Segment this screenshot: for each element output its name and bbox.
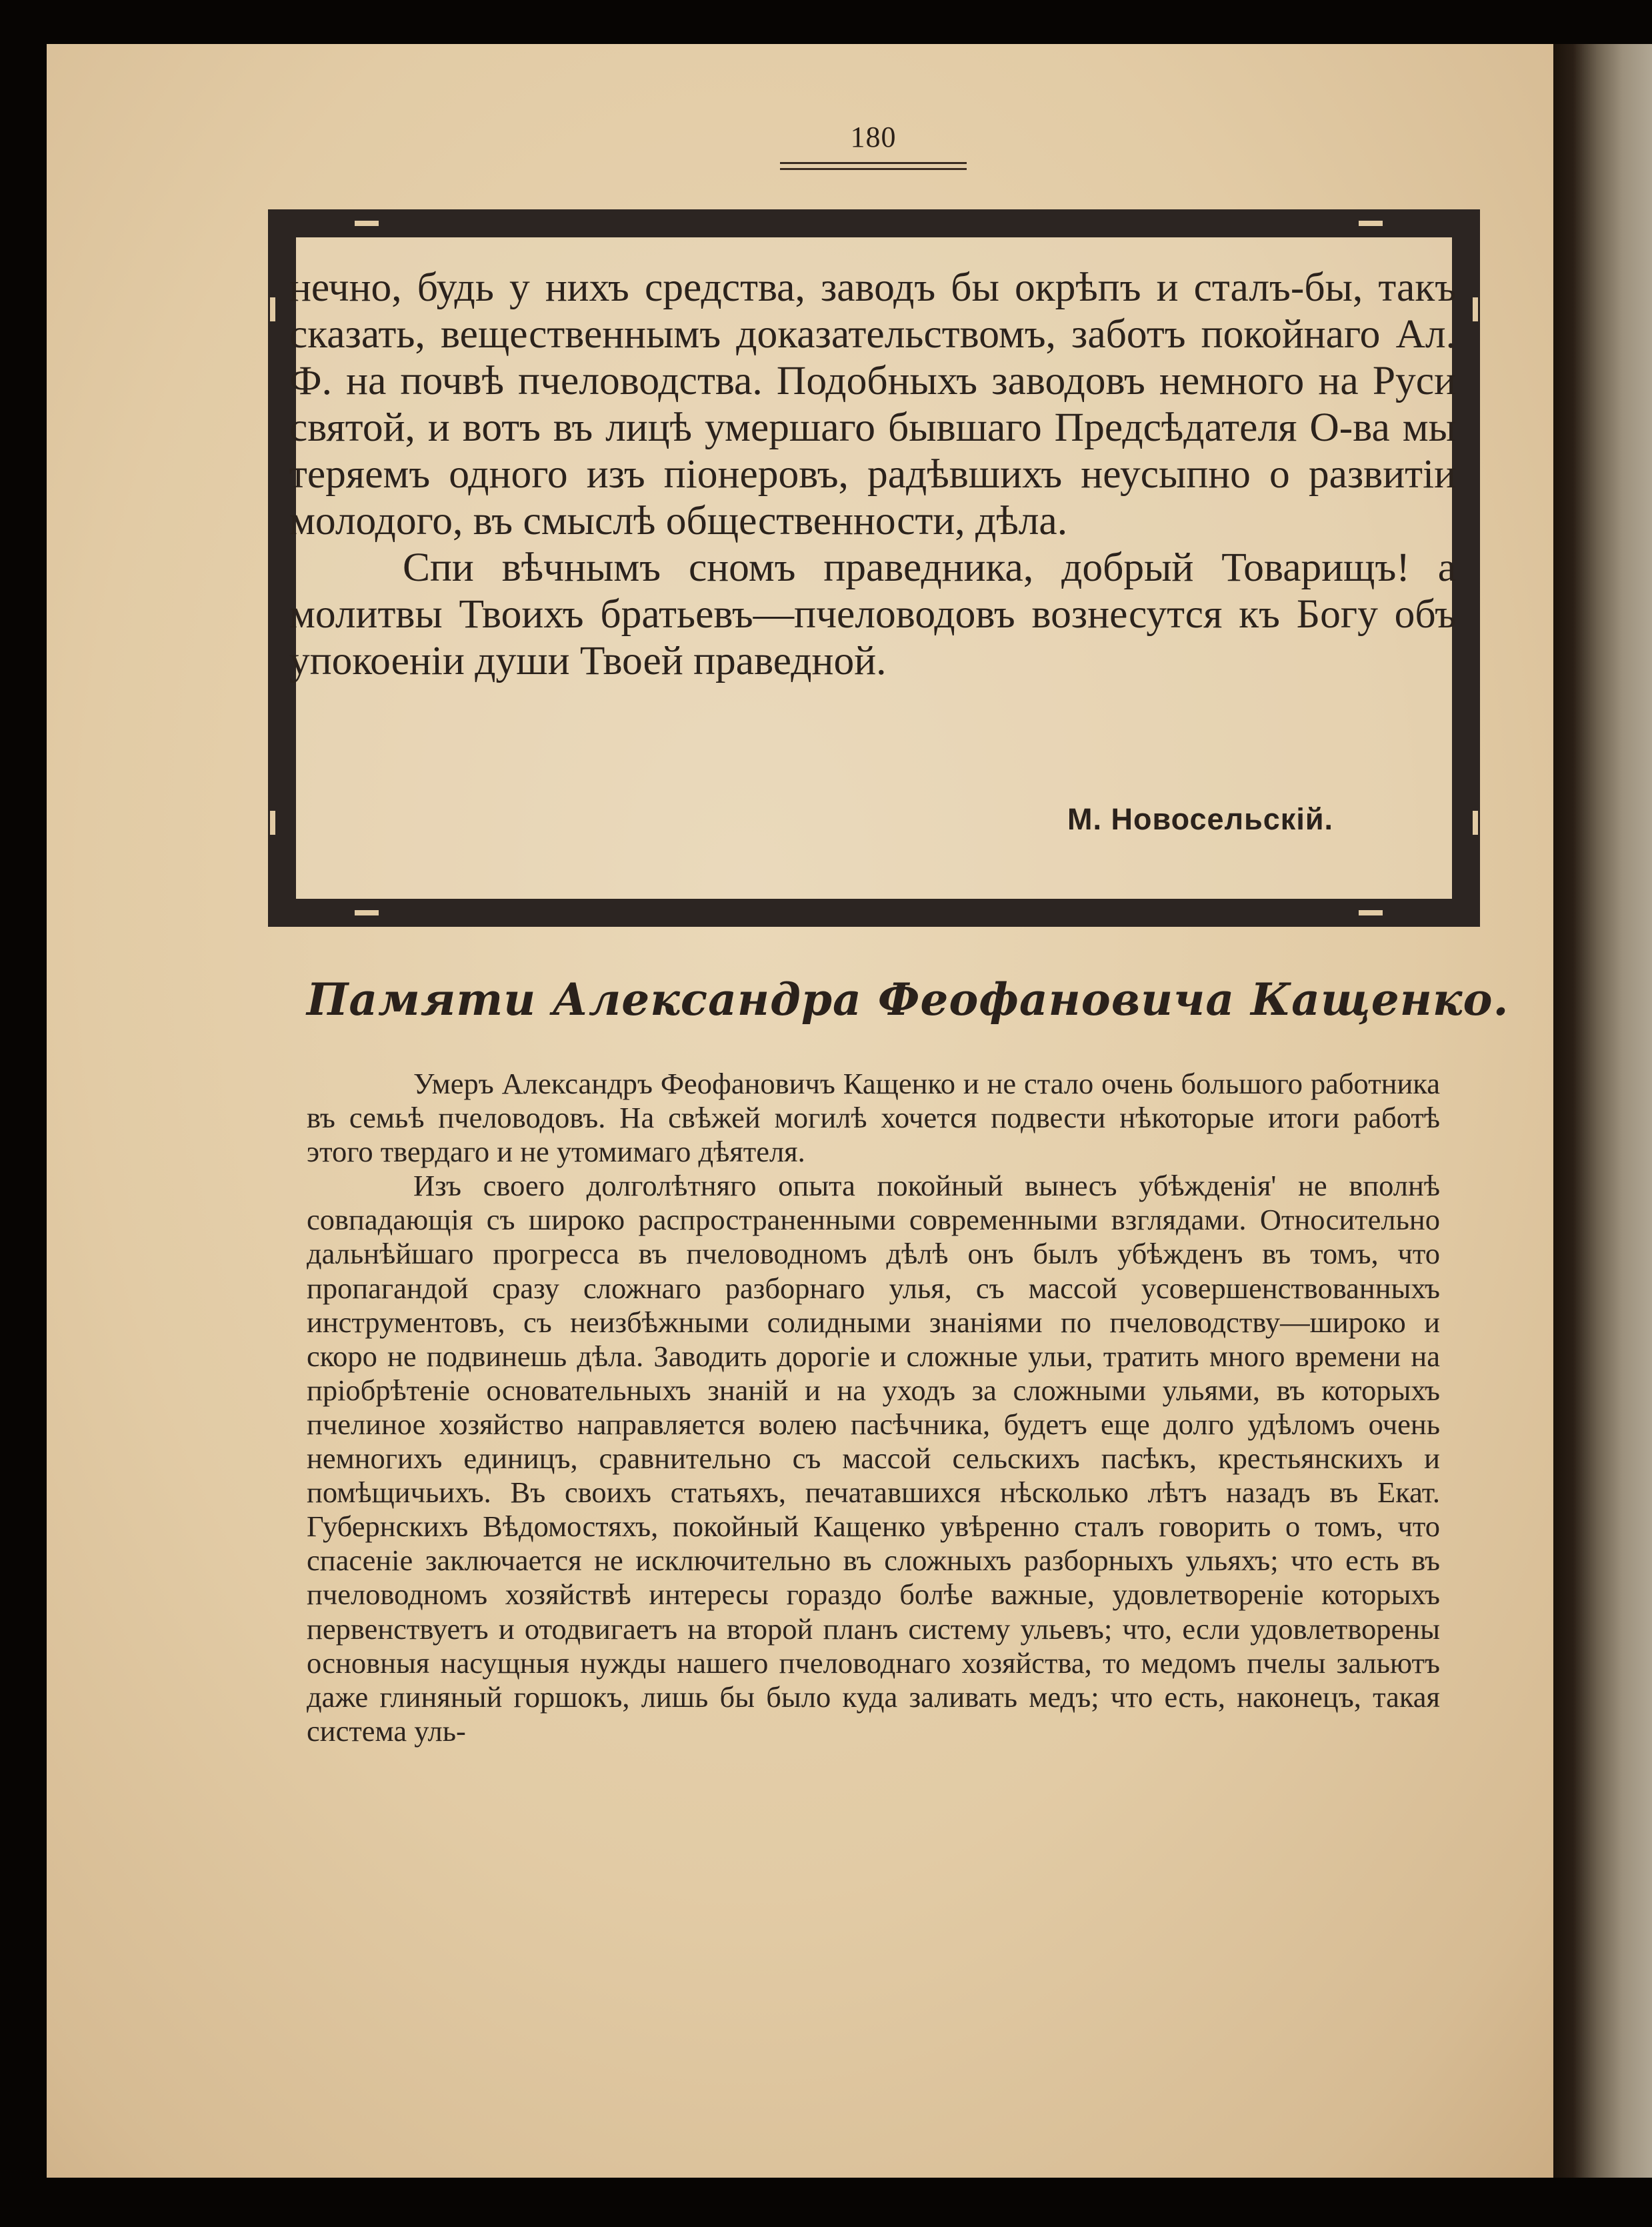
frame-notch (270, 811, 275, 835)
header-rule (780, 162, 967, 164)
frame-notch (355, 910, 379, 915)
memorial-text (289, 264, 1456, 684)
frame-notch (270, 297, 275, 321)
frame-notch (1359, 221, 1383, 226)
header-rule (780, 168, 967, 170)
article-paragraph: Умеръ Александръ Феофановичъ Кащенко и не стало очень большого работника въ семьѣ пчеловодовъ. На свѣжей могилѣ хочется подвести нѣкоторые итоги работѣ этого твердаго и не утомимаго дѣятеля. (307, 1067, 1440, 1169)
book-spine-shadow (1553, 44, 1652, 2178)
article-body (307, 1067, 1440, 1748)
memorial-paragraph: нечно, будь у нихъ средства, заводъ бы окрѣпъ и сталъ-бы, такъ сказать, вещественнымъ доказательствомъ, заботъ покойнаго Ал. Ф. на почвѣ пчеловодства. Подобныхъ заводовъ немного на Руси святой, и вотъ въ лицѣ умершаго бывшаго Предсѣдателя О-ва мы теряемъ одного изъ піонеровъ, радѣвшихъ неусыпно о развитіи молодого, въ смыслѣ общественности, дѣла. (289, 265, 1456, 543)
frame-notch (355, 221, 379, 226)
memorial-signature: М. Новосельскій. (1067, 802, 1333, 836)
frame-notch (1359, 910, 1383, 915)
page-header (780, 120, 967, 170)
frame-notch (1473, 297, 1478, 321)
memorial-paragraph: Спи вѣчнымъ сномъ праведника, добрый Товарищъ! а молитвы Твоихъ братьевъ—пчеловодовъ вознесутся къ Богу объ упокоеніи души Твоей праведной. (289, 545, 1456, 683)
article-paragraph: Изъ своего долголѣтняго опыта покойный вынесъ убѣжденія' не вполнѣ совпадающія съ широко распространенными современными взглядами. Относительно дальнѣйшаго прогресса въ пчеловодномъ дѣлѣ онъ былъ убѣжденъ въ томъ, что пропагандой сразу сложнаго разборнаго улья, съ массой усовершенствованныхъ инструментовъ, съ неизбѣжными солидными знаніями по пчеловодству—широко и скоро не подвинешь дѣла. Заводить дорогіе и сложные ульи, тратить много времени на пріобрѣтеніе основательныхъ знаній и на уходъ за сложными ульями, въ которыхъ пчелиное хозяйство направляется волею пасѣчника, будетъ еще долго удѣломъ очень немногихъ единицъ, сравнительно съ массой сельскихъ пасѣкъ, крестьянскихъ и помѣщичьихъ. Въ своихъ статьяхъ, печатавшихся нѣсколько лѣтъ назадъ въ Екат. Губернскихъ Вѣдомостяхъ, покойный Кащенко увѣренно сталъ говорить о томъ, что спасеніе заключается не исключительно въ сложныхъ разборныхъ ульяхъ; что есть въ пчеловодномъ хозяйствѣ интересы гораздо болѣе важные, удовлетвореніе которыхъ первенствуетъ и отодвигаетъ на второй планъ систему ульевъ; что, если удовлетворены основныя насущныя нужды нашего пчеловоднаго хозяйства, то медомъ пчелы зальютъ даже глиняный горшокъ, лишь бы было куда заливать медъ; что есть, наконецъ, такая система уль- (307, 1169, 1440, 1748)
page-number: 180 (850, 121, 897, 153)
frame-notch (1473, 811, 1478, 835)
article-title: Памяти Александра Феофановича Кащенко. (307, 973, 1509, 1025)
